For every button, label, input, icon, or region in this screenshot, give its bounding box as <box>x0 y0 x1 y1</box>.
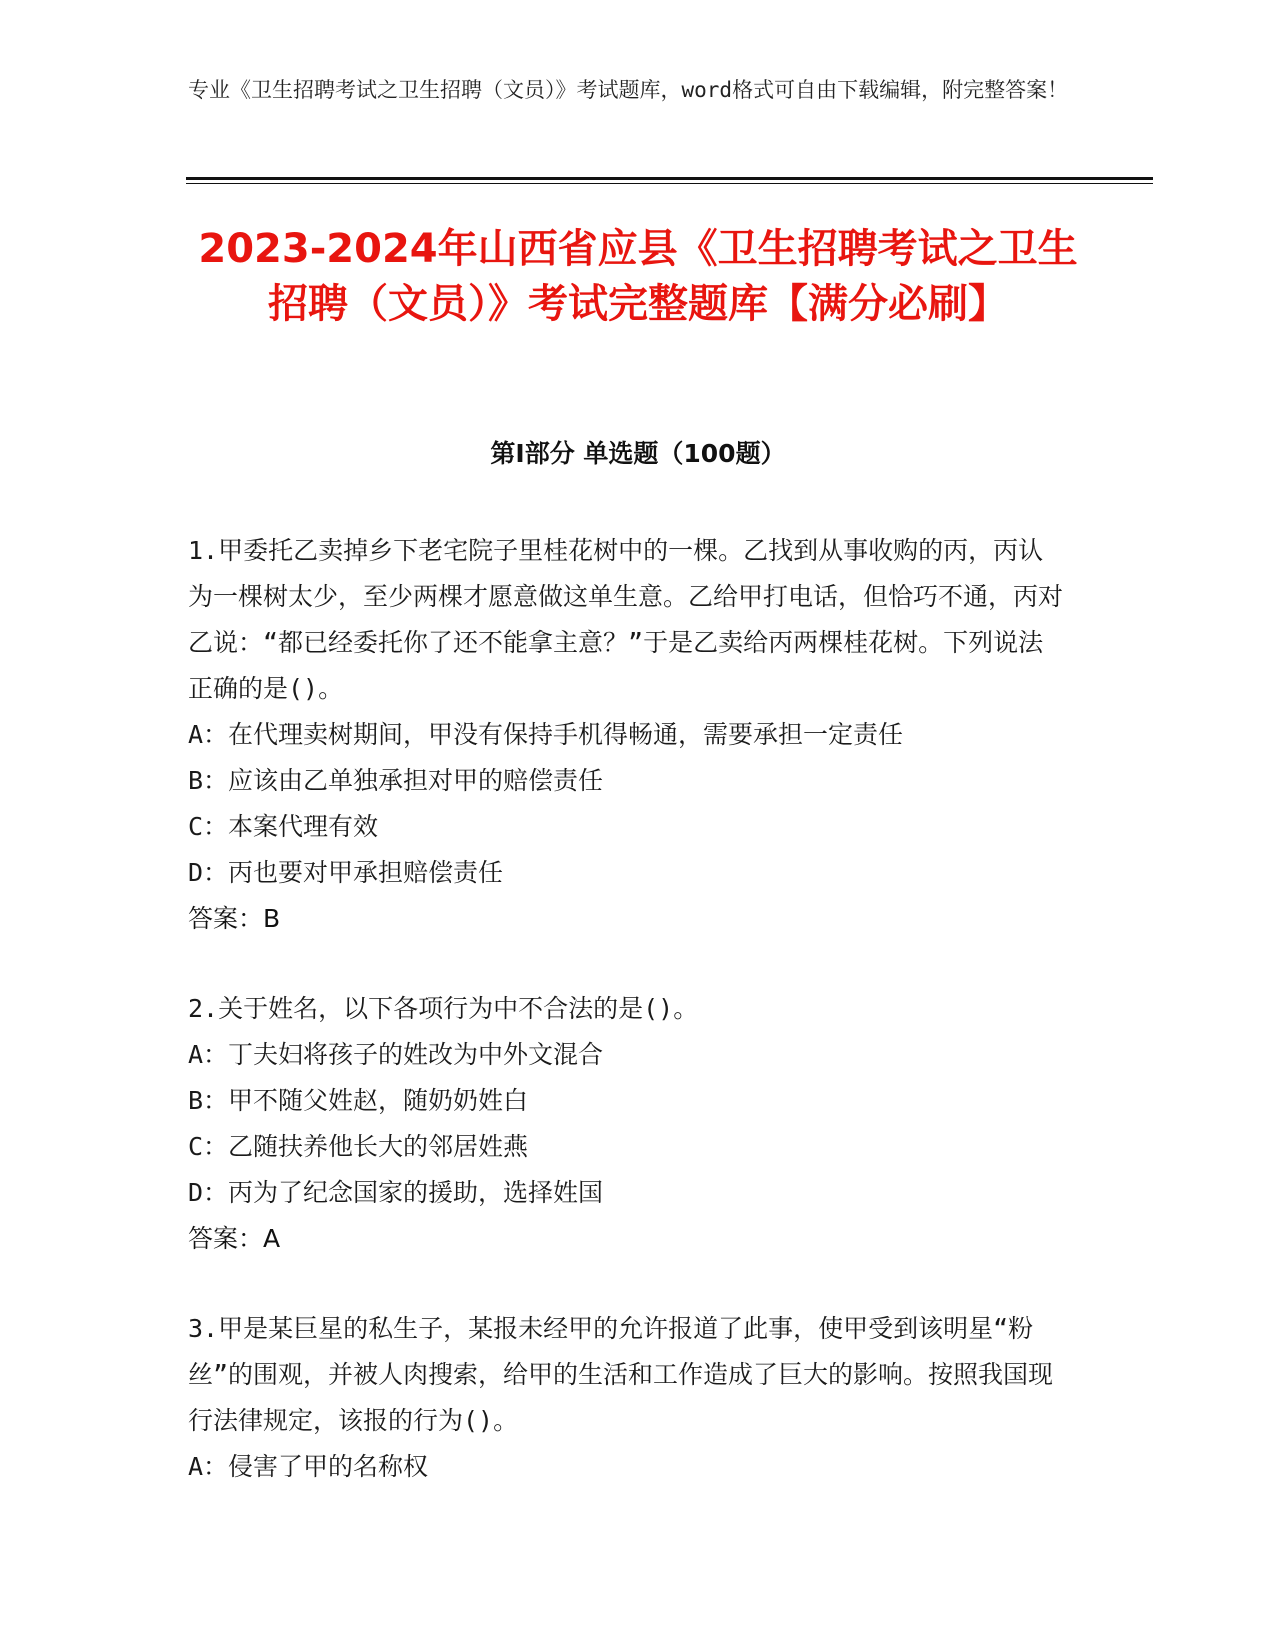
question-2 <box>188 986 1068 1262</box>
header-note: 专业《卫生招聘考试之卫生招聘（文员）》考试题库，word格式可自由下载编辑，附完整答案！ <box>188 78 1069 102</box>
option-b: B：应该由乙单独承担对甲的赔偿责任 <box>188 766 604 795</box>
question-list <box>188 528 1068 1534</box>
option-a: A：侵害了甲的名称权 <box>188 1452 429 1481</box>
section-title: 第Ⅰ部分 单选题（100题） <box>490 439 786 468</box>
option-d: D：丙为了纪念国家的援助，选择姓国 <box>188 1178 604 1207</box>
option-c: C：乙随扶养他长大的邻居姓燕 <box>188 1132 529 1161</box>
document-title: 2023-2024年山西省应县《卫生招聘考试之卫生招聘（文员）》考试完整题库【满分必刷】 <box>198 226 1078 327</box>
question-stem: 1.甲委托乙卖掉乡下老宅院子里桂花树中的一棵。乙找到从事收购的丙，丙认为一棵树太少，至少两棵才愿意做这单生意。乙给甲打电话，但恰巧不通，丙对乙说：“都已经委托你了还不能拿主意？”于是乙卖给丙两棵桂花树。下列说法正确的是()。 <box>188 536 1064 703</box>
header-rule-thin <box>186 183 1153 184</box>
question-stem: 2.关于姓名，以下各项行为中不合法的是()。 <box>188 994 699 1023</box>
option-c: C：本案代理有效 <box>188 812 379 841</box>
header-rule-thick <box>186 177 1153 180</box>
answer-line: 答案：A <box>188 1224 281 1253</box>
question-1 <box>188 528 1068 942</box>
option-d: D：丙也要对甲承担赔偿责任 <box>188 858 504 887</box>
question-stem: 3.甲是某巨星的私生子，某报未经甲的允许报道了此事，使甲受到该明星“粉丝”的围观，并被人肉搜索，给甲的生活和工作造成了巨大的影响。按照我国现行法律规定，该报的行为()。 <box>188 1314 1054 1435</box>
option-a: A：在代理卖树期间，甲没有保持手机得畅通，需要承担一定责任 <box>188 720 904 749</box>
option-b: B：甲不随父姓赵，随奶奶姓白 <box>188 1086 529 1115</box>
answer-line: 答案：B <box>188 904 281 933</box>
question-3 <box>188 1306 1068 1490</box>
option-a: A：丁夫妇将孩子的姓改为中外文混合 <box>188 1040 604 1069</box>
